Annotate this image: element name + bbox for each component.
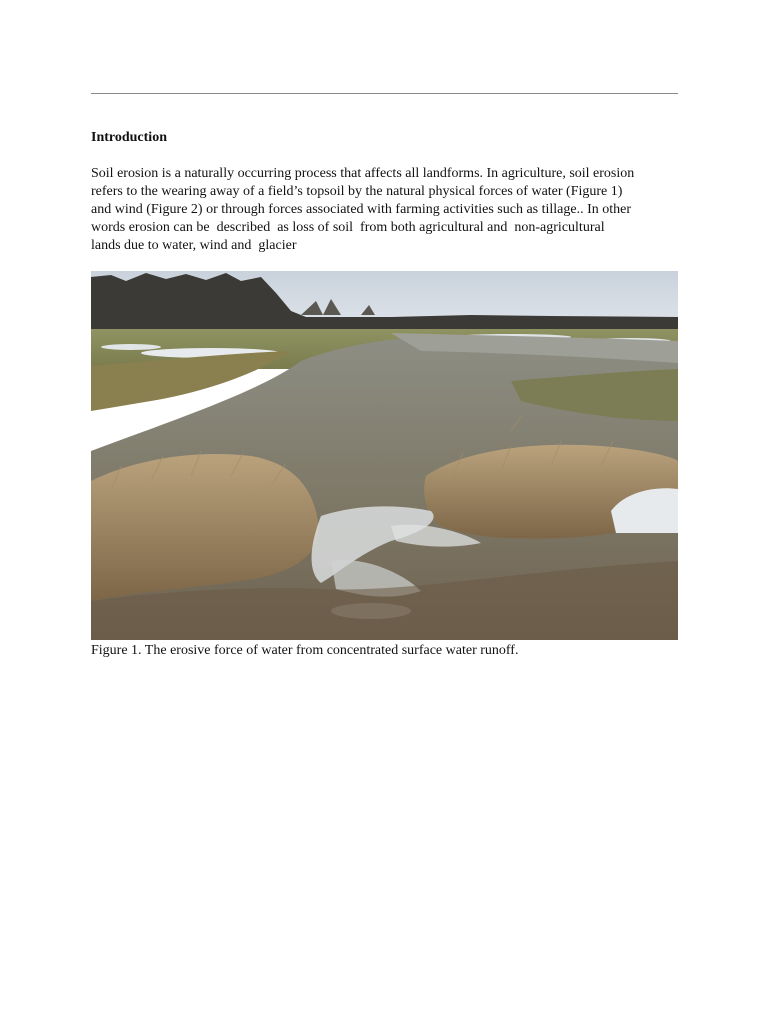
paragraph-line: Soil erosion is a naturally occurring process that affects all landforms. In agriculture, soil erosion — [91, 166, 635, 181]
header-rule — [91, 93, 678, 94]
paragraph-line: words erosion can be described as loss of soil from both agricultural and non-agricultural — [91, 220, 605, 235]
flooded-field-illustration — [91, 271, 678, 640]
section-heading: Introduction — [91, 130, 167, 145]
intro-paragraph — [91, 165, 683, 255]
figure-1-photo — [91, 271, 678, 640]
paragraph-line: lands due to water, wind and glacier — [91, 238, 297, 253]
paragraph-line: refers to the wearing away of a field’s topsoil by the natural physical forces of water (Figure 1) — [91, 184, 623, 199]
figure-caption: Figure 1. The erosive force of water from concentrated surface water runoff. — [91, 643, 519, 658]
paragraph-line: and wind (Figure 2) or through forces associated with farming activities such as tillage.. In other — [91, 202, 632, 217]
